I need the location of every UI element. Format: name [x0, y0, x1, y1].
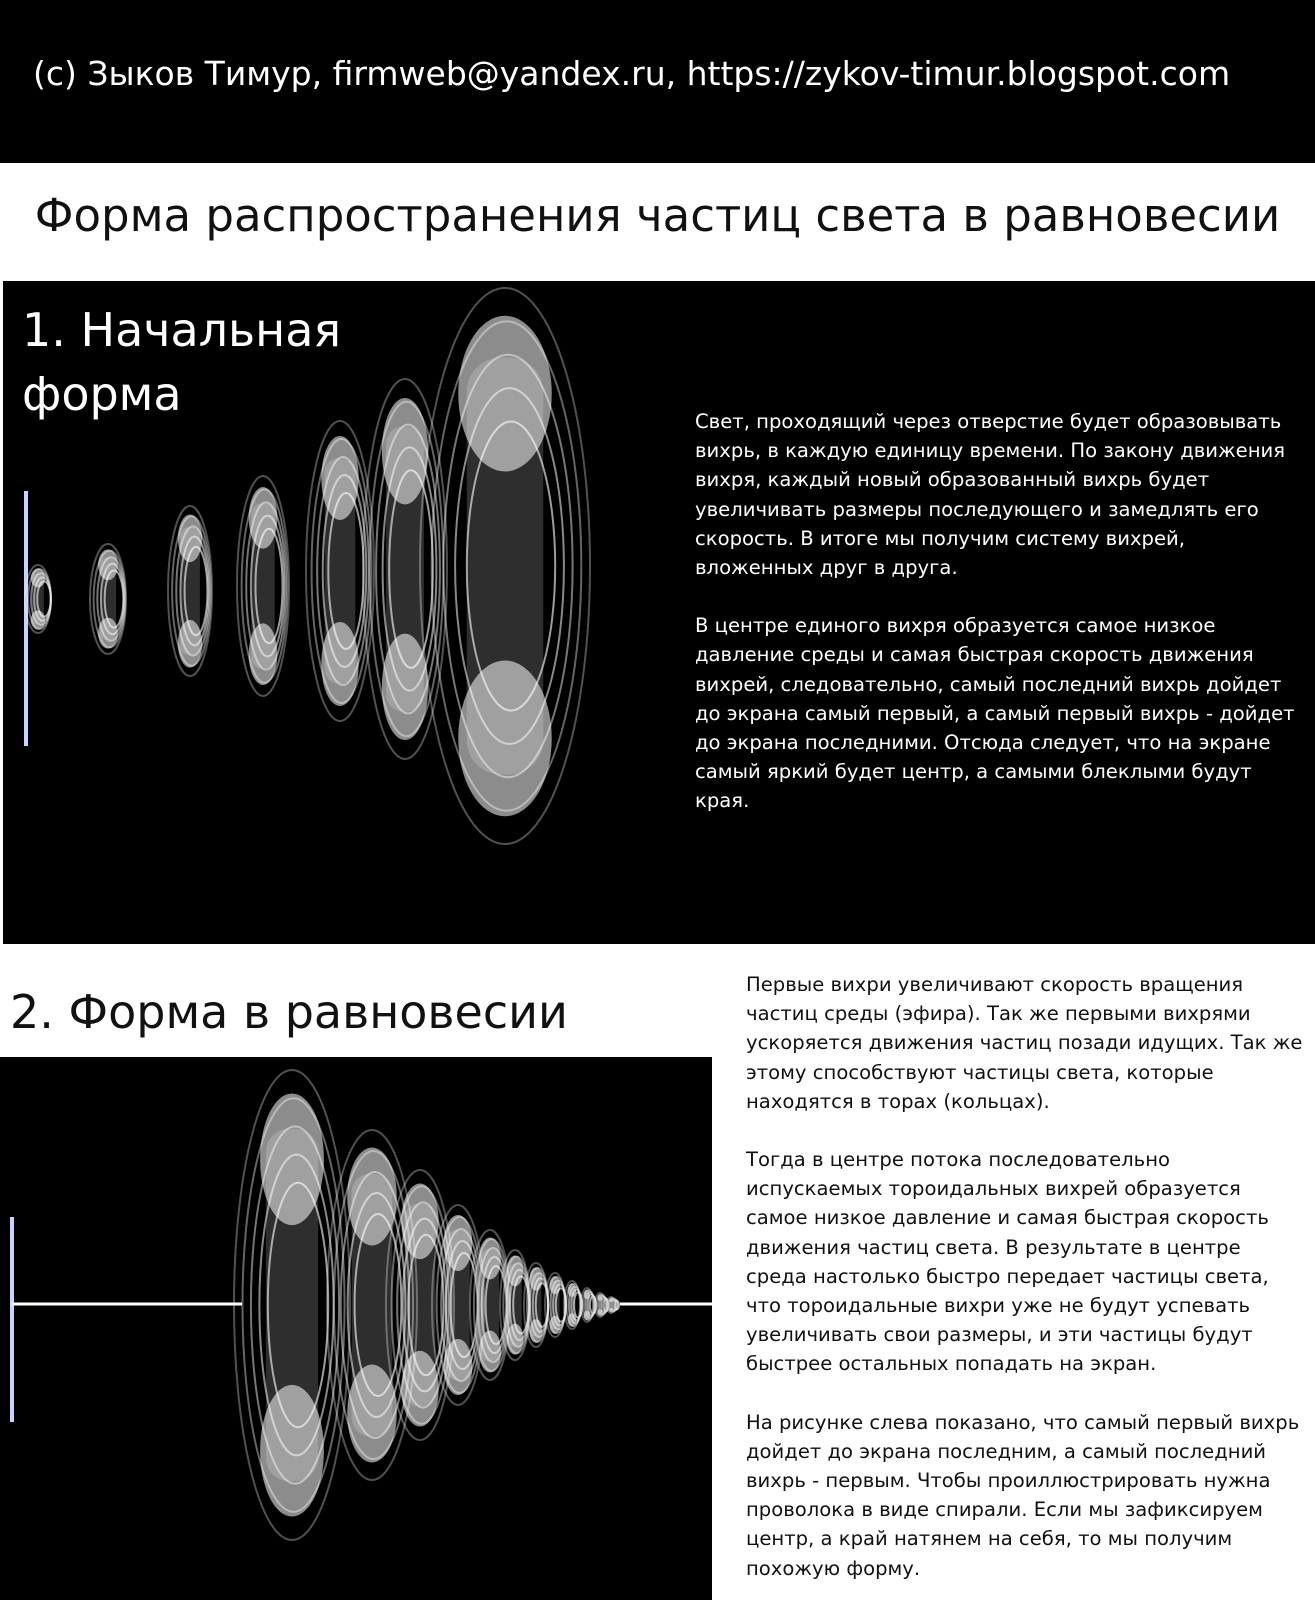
- vortex-ring: [234, 1070, 350, 1540]
- section2-text: [746, 970, 1306, 1583]
- section1-paragraph1: Свет, проходящий через отверстие будет образовывать вихрь, в каждую единицу времени. По закону движения вихря, каждый новый образованный вихрь будет увеличивать размеры последующего и замедлять его скорость. В итоге мы получим систему вихрей, вложенных друг в друга.: [695, 410, 1286, 580]
- vortex-ring: [607, 1297, 619, 1313]
- section1-heading-line2: форма: [22, 367, 182, 421]
- section1-paragraph2: В центре единого вихря образуется самое низкое давление среды и самая быстрая скорость движения вихрей, следовательно, самый последний вихрь дойдет до экрана самый первый, а самый первый вихрь - дойдет до экрана последними. Отсюда следует, что на экране самый яркий будет центр, а самыми блеклыми будут края.: [695, 614, 1295, 813]
- vortex-ring: [420, 288, 590, 844]
- vortex-ring: [168, 506, 212, 676]
- vortex-ring: [500, 1250, 530, 1360]
- vortex-ring: [564, 1281, 582, 1329]
- section2-paragraph3: На рисунке слева показано, что самый первый вихрь дойдет до экрана последним, а самый последний вихрь - первым. Чтобы проиллюстрировать нужна проволока в виде спирали. Если мы зафиксируем центр, а край натянем на себя, то мы получим похожую форму.: [746, 1410, 1300, 1580]
- vortex-ring: [90, 544, 126, 654]
- vortex-ring: [432, 1205, 484, 1405]
- section2-paragraph2: Тогда в центре потока последовательно испускаемых тороидальных вихрей образуется самое низкое давление и самая быстрая скорость движения частиц света. В результате в центре среда настолько быстро передает частицы света, что тороидальные вихри уже не будут успевать увеличивать свои размеры, и эти частицы будут быстрее остальных попадать на экран.: [746, 1148, 1269, 1376]
- vortex-ring: [386, 1170, 454, 1440]
- page-title: Форма распространения частиц света в равновесии: [34, 189, 1281, 242]
- initial-form-illustration: [0, 281, 680, 944]
- section2-paragraph1: Первые вихри увеличивают скорость вращения частиц среды (эфира). Так же первыми вихрями ускоряется движения частиц позади идущих. Так же этому способствуют частицы света, которые находятся в торах (кольцах).: [746, 973, 1303, 1113]
- vortex-group: [234, 1070, 619, 1540]
- section1-heading-line1: 1. Начальная: [22, 303, 342, 357]
- equilibrium-form-illustration: [0, 1057, 712, 1600]
- copyright-text: (c) Зыков Тимур, firmweb@yandex.ru, https://zykov-timur.blogspot.com: [33, 54, 1231, 93]
- section2-heading: 2. Форма в равновесии: [10, 985, 568, 1039]
- vortex-ring: [363, 379, 447, 759]
- vortex-ring: [237, 476, 289, 696]
- section1-text: [695, 407, 1295, 845]
- vortex-group: [25, 288, 590, 844]
- vortex-ring: [581, 1288, 596, 1322]
- vortex-ring: [25, 565, 51, 633]
